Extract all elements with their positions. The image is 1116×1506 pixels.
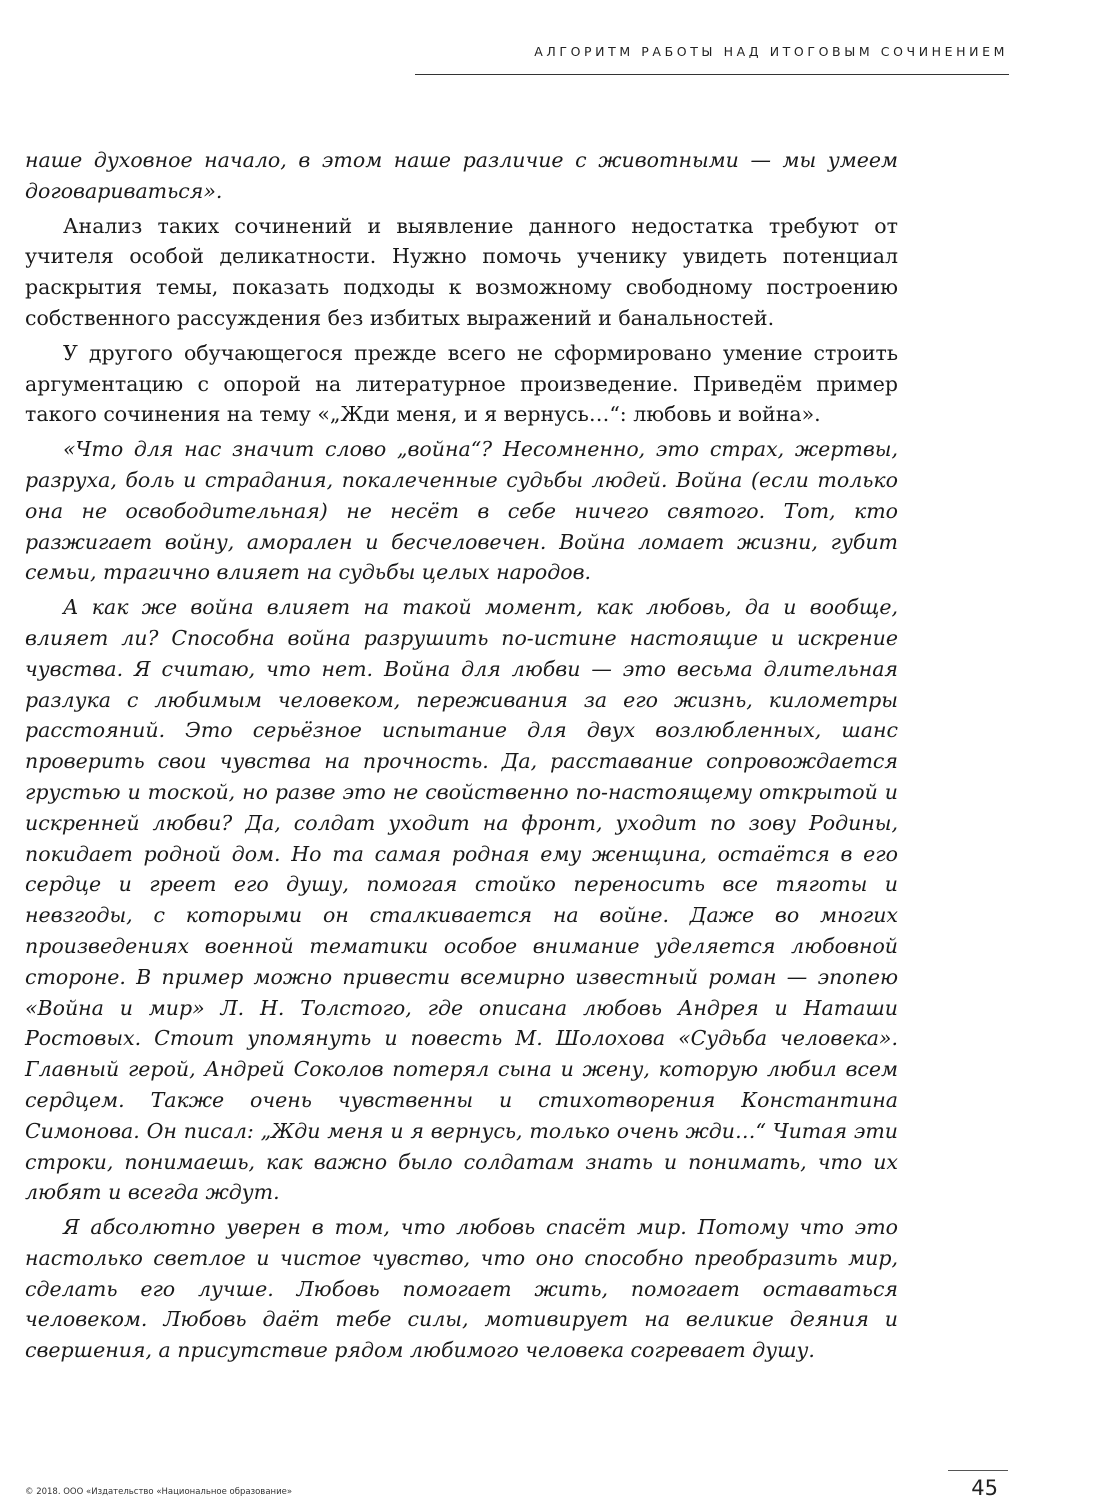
- header-rule: [415, 74, 1009, 75]
- copyright-notice: © 2018. ООО «Издательство «Национальное образование»: [25, 1487, 293, 1497]
- page-body: [25, 145, 898, 1370]
- paragraph-essay-love-and-war: А как же война влияет на такой момент, как любовь, да и вообще, влияет ли? Способна война разрушить по-истине настоящие и искрение чувства. Я считаю, что нет. Война для любви — это весьма длительная разлука с любимым человеком, переживания за его жизнь, километры расстояний. Это серьёзное испытание для двух возлюбленных, шанс проверить свои чувства на прочность. Да, расставание сопровождается грустью и тоской, но разве это не свойственно по-настоящему открытой и искренней любви? Да, солдат уходит на фронт, уходит по зову Родины, покидает родной дом. Но та самая родная ему женщина, остаётся в его сердце и греет его душу, помогая стойко переносить все тяготы и невзгоды, с которыми он сталкивается на войне. Даже во многих произведениях военной тематики особое внимание уделяется любовной стороне. В пример можно привести всемирно известный роман — эпопею «Война и мир» Л. Н. Толстого, где описана любовь Андрея и Наташи Ростовых. Стоит упомянуть и повесть М. Шолохова «Судьба человека». Главный герой, Андрей Соколов потерял сына и жену, которую любил всем сердцем. Также очень чувственны и стихотворения Константина Симонова. Он писал: „Жди меня и я вернусь, только очень жди…“ Читая эти строки, понимаешь, как важно было солдатам знать и понимать, что их любят и всегда ждут.: [25, 595, 898, 1205]
- running-header: АЛГОРИТМ РАБОТЫ НАД ИТОГОВЫМ СОЧИНЕНИЕМ: [534, 44, 1008, 59]
- paragraph-essay-war-meaning: «Что для нас значит слово „война“? Несомненно, это страх, жертвы, разруха, боль и страдания, покалеченные судьбы людей. Война (если только она не освободительная) не несёт в себе ничего святого. Тот, кто разжигает войну, аморален и бесчеловечен. Война ломает жизни, губит семьи, трагично влияет на судьбы целых народов.: [25, 437, 898, 585]
- paragraph-essay-conclusion: Я абсолютно уверен в том, что любовь спасёт мир. Потому что это настолько светлое и чистое чувство, что оно способно преобразить мир, сделать его лучше. Любовь помогает жить, помогает оставаться человеком. Любовь даёт тебе силы, мотивирует на великие деяния и свершения, а присутствие рядом любимого человека согревает душу.: [25, 1215, 898, 1363]
- footer-rule: [948, 1470, 1008, 1471]
- paragraph-analysis: Анализ таких сочинений и выявление данного недостатка требуют от учителя особой деликатности. Нужно помочь ученику увидеть потенциал раскрытия темы, показать подходы к возможному свободному построению собственного рассуждения без избитых выражений и банальностей.: [25, 213, 898, 330]
- paragraph-second-student: У другого обучающегося прежде всего не сформировано умение строить аргументацию с опорой на литературное произведение. Приведём пример такого сочинения на тему «„Жди меня, и я вернусь…“: любовь и война».: [25, 340, 898, 427]
- paragraph-essay-continuation: наше духовное начало, в этом наше различие с животными — мы умеем договариваться».: [25, 148, 898, 203]
- page-number: 45: [971, 1476, 998, 1500]
